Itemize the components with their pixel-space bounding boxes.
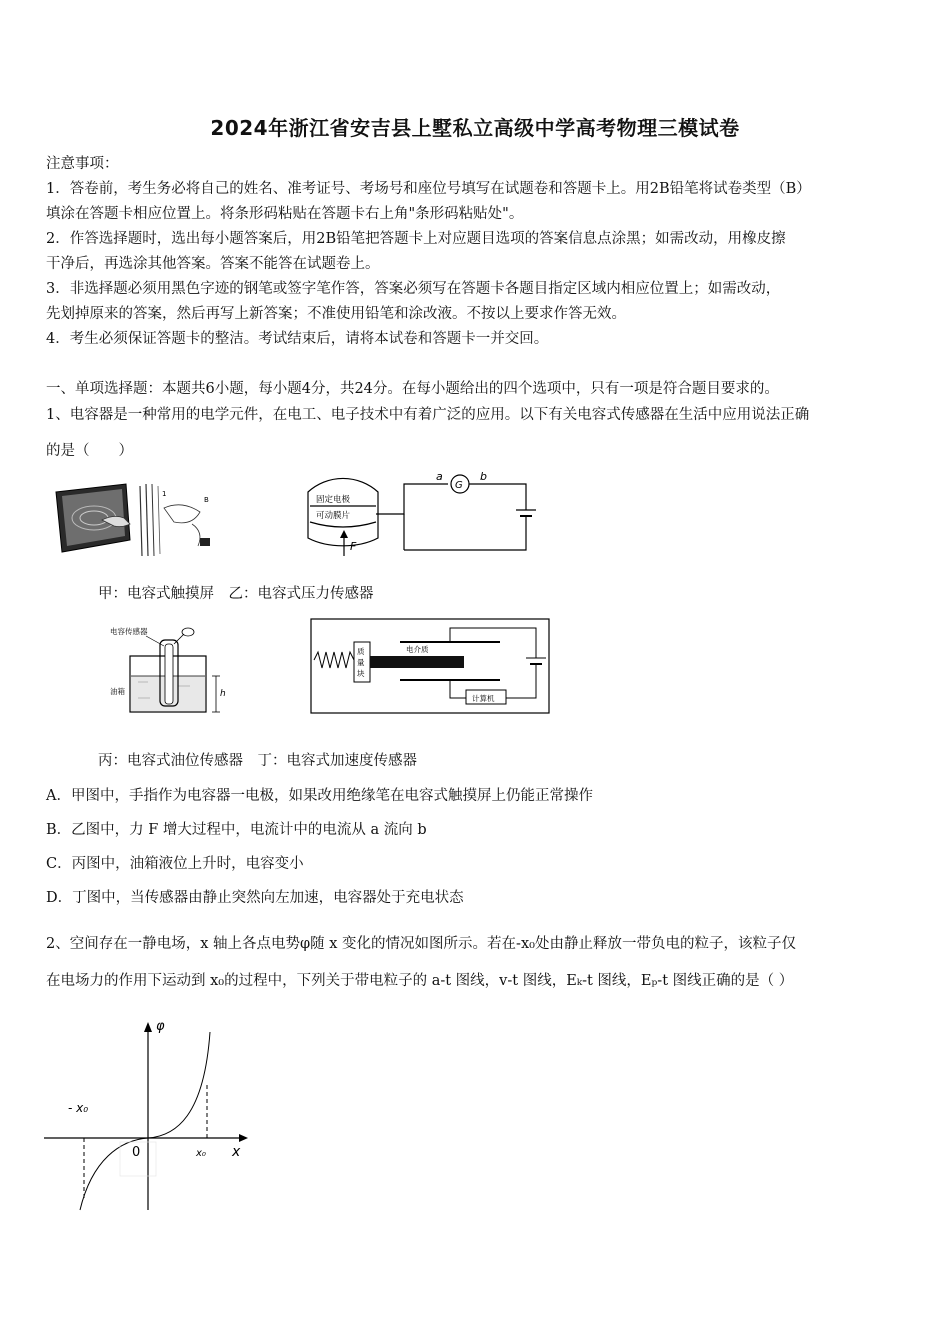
- point-b-label: b: [480, 470, 487, 483]
- cap-sensor-label: 电容传感器: [110, 627, 148, 636]
- acceleration-sensor-figure: [310, 618, 550, 714]
- pos-x0-label: x₀: [196, 1148, 206, 1159]
- section-heading: 一、单项选择题：本题共6小题，每小题4分，共24分。在每小题给出的四个选项中，只有一项是符合题目要求的。: [46, 381, 779, 397]
- figure-caption-2: 丙：电容式油位传感器 丁：电容式加速度传感器: [98, 753, 417, 769]
- svg-text:1: 1: [162, 490, 167, 498]
- q1-stem: 1、电容器是一种常用的电学元件，在电工、电子技术中有着广泛的应用。以下有关电容式传感器在生活中应用说法正确: [46, 407, 810, 423]
- computer-label: 计算机: [472, 694, 495, 703]
- fixed-electrode-label: 固定电极: [316, 495, 351, 505]
- touchscreen-figure: [52, 478, 230, 560]
- oil-level-sensor-figure: [108, 620, 236, 716]
- origin-label: 0: [132, 1145, 141, 1160]
- notice-line: 先划掉原来的答案，然后再写上新答案；不准使用铅笔和涂改液。不按以上要求作答无效。: [46, 306, 626, 322]
- svg-text:B: B: [204, 496, 209, 504]
- mass-label-2: 量: [357, 658, 365, 667]
- page-title: 2024年浙江省安吉县上墅私立高级中学高考物理三模试卷: [210, 116, 740, 140]
- q2-stem: 2、空间存在一静电场，x 轴上各点电势φ随 x 变化的情况如图所示。若在-x₀处由静止释放一带负电的粒子，该粒子仅: [46, 936, 796, 952]
- q1-option-d: D．丁图中，当传感器由静止突然向左加速，电容器处于充电状态: [46, 890, 464, 906]
- mass-label-3: 块: [357, 669, 365, 678]
- q1-option-a: A．甲图中，手指作为电容器一电极，如果改用绝缘笔在电容式触摸屏上仍能正常操作: [46, 788, 593, 804]
- pressure-sensor-figure: [300, 470, 540, 562]
- notice-line: 3．非选择题必须用黑色字迹的钢笔或签字笔作答，答案必须写在答题卡各题目指定区域内相应位置上；如需改动，: [46, 281, 781, 297]
- notice-heading: 注意事项：: [46, 156, 119, 172]
- point-a-label: a: [436, 470, 443, 483]
- y-axis-label: φ: [156, 1019, 165, 1034]
- q1-stem: 的是（ ）: [46, 443, 133, 459]
- mass-label-1: 质: [357, 647, 365, 656]
- q1-option-c: C．丙图中，油箱液位上升时，电容变小: [46, 856, 304, 872]
- movable-film-label: 可动膜片: [316, 511, 351, 521]
- notice-line: 填涂在答题卡相应位置上。将条形码粘贴在答题卡右上角"条形码粘贴处"。: [46, 206, 524, 222]
- galvanometer-label: G: [455, 480, 463, 491]
- notice-line: 2．作答选择题时，选出每小题答案后，用2B铅笔把答题卡上对应题目选项的答案信息点涂黑；如需改动，用橡皮擦: [46, 231, 786, 247]
- dielectric-label: 电介质: [406, 645, 429, 654]
- notice-line: 干净后，再选涂其他答案。答案不能答在试题卷上。: [46, 256, 380, 272]
- q1-option-b: B．乙图中，力 F 增大过程中，电流计中的电流从 a 流向 b: [46, 822, 427, 838]
- notice-line: 4．考生必须保证答题卡的整洁。考试结束后，请将本试卷和答题卡一并交回。: [46, 331, 549, 347]
- potential-curve: [80, 1032, 210, 1210]
- neg-x0-label: - x₀: [68, 1101, 89, 1115]
- potential-graph: [40, 1014, 260, 1216]
- notice-line: 1．答卷前，考生务必将自己的姓名、准考证号、考场号和座位号填写在试题卷和答题卡上。用2B铅笔将试卷类型（B）: [46, 181, 811, 197]
- force-label: F: [350, 540, 357, 553]
- figure-caption-1: 甲：电容式触摸屏 乙：电容式压力传感器: [98, 586, 374, 602]
- x-axis-label: x: [232, 1144, 241, 1160]
- height-label: h: [220, 689, 226, 699]
- oil-tank-label: 油箱: [110, 687, 125, 696]
- q2-stem: 在电场力的作用下运动到 x₀的过程中，下列关于带电粒子的 a-t 图线，v-t 图线，Eₖ-t 图线，Eₚ-t 图线正确的是（ ）: [46, 973, 794, 989]
